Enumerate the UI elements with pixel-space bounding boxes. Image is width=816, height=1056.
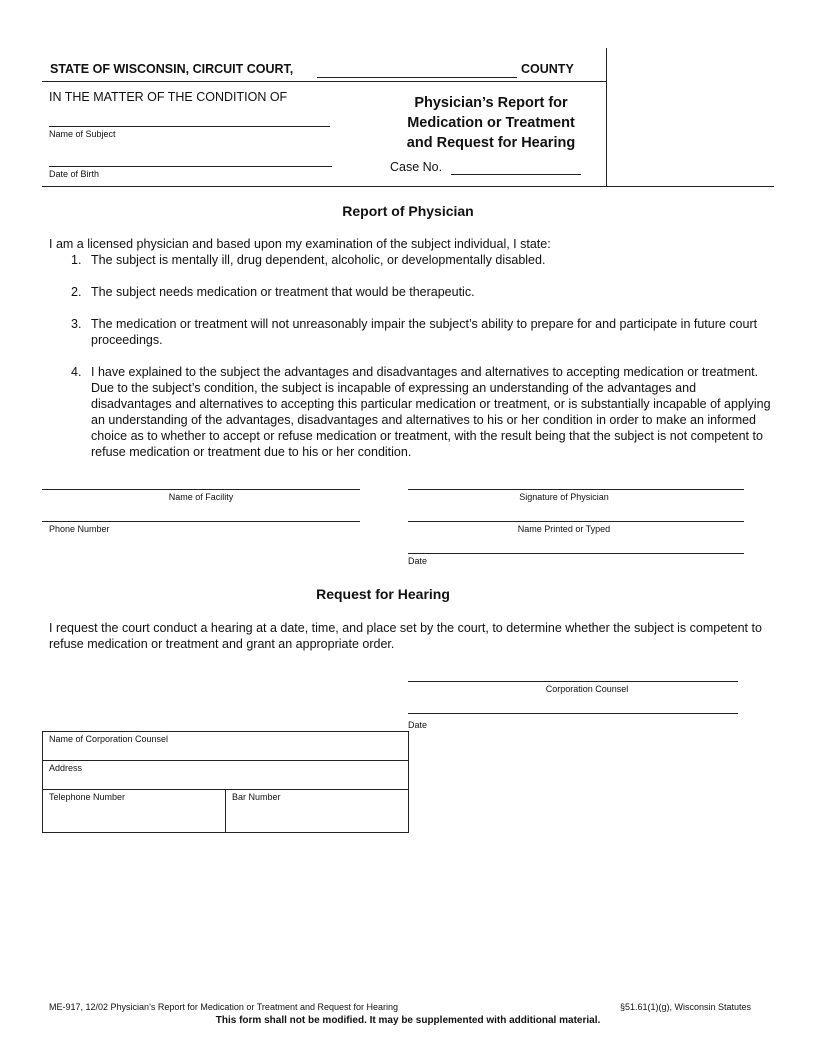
report-intro: I am a licensed physician and based upon my examination of the subject individual, I state: <box>49 237 551 251</box>
statement-text: The medication or treatment will not unreasonably impair the subject’s ability to prepare for and participate in future court proceedings. <box>91 317 758 347</box>
statement-text: The subject is mentally ill, drug dependent, alcoholic, or developmentally disabled. <box>91 253 546 267</box>
name-printed-field[interactable] <box>408 521 744 522</box>
statement-item <box>49 284 771 300</box>
statement-number: 2. <box>71 285 82 299</box>
statement-item <box>49 364 771 460</box>
form-id: ME-917, 12/02 Physician’s Report for Medication or Treatment and Request for Hearing <box>49 1002 399 1012</box>
hearing-date-label: Date <box>408 720 428 730</box>
header-bottom-rule <box>42 186 774 187</box>
counsel-box-row-divider-1 <box>42 760 408 761</box>
statement-item <box>49 316 771 348</box>
date-of-birth-field[interactable] <box>49 166 332 167</box>
report-heading: Report of Physician <box>342 203 474 219</box>
matter-label: IN THE MATTER OF THE CONDITION OF <box>49 90 288 104</box>
form-title-line3: and Request for Hearing <box>406 135 576 151</box>
counsel-telephone-label[interactable]: Telephone Number <box>49 792 126 802</box>
physician-date-field[interactable] <box>408 553 744 554</box>
physician-date-label: Date <box>408 556 428 566</box>
name-of-subject-label: Name of Subject <box>49 129 116 139</box>
report-statements <box>49 252 771 476</box>
form-title-line2: Medication or Treatment <box>407 115 575 131</box>
statement-number: 1. <box>71 253 82 267</box>
hearing-text: I request the court conduct a hearing at a date, time, and place set by the court, to determine whether the subject is competent to refuse medication or treatment and grant an appropriate order. <box>49 621 762 651</box>
name-of-subject-field[interactable] <box>49 126 330 127</box>
county-blank[interactable] <box>317 77 517 78</box>
name-printed-label: Name Printed or Typed <box>517 524 611 534</box>
phone-number-label: Phone Number <box>49 524 110 534</box>
hearing-heading: Request for Hearing <box>316 586 450 602</box>
phone-number-field[interactable] <box>42 521 360 522</box>
case-no-field[interactable] <box>451 174 581 175</box>
hearing-date-field[interactable] <box>408 713 738 714</box>
counsel-address-label[interactable]: Address <box>49 763 83 773</box>
signature-of-physician-label: Signature of Physician <box>519 492 609 502</box>
counsel-bar-number-label[interactable]: Bar Number <box>232 792 281 802</box>
header-right-divider <box>606 48 607 186</box>
statement-text: The subject needs medication or treatment that would be therapeutic. <box>91 285 475 299</box>
name-of-facility-label: Name of Facility <box>168 492 234 502</box>
case-no-label: Case No. <box>390 160 443 174</box>
statement-item <box>49 252 771 268</box>
statement-number: 4. <box>71 365 82 379</box>
county-label: COUNTY <box>521 62 574 76</box>
form-title <box>386 93 596 153</box>
form-title-line1: Physician’s Report for <box>414 95 568 111</box>
statute-reference: §51.61(1)(g), Wisconsin Statutes <box>620 1002 752 1012</box>
statement-text: I have explained to the subject the advantages and disadvantages and alternatives to accepting medication or treatment. Due to the subject’s condition, the subject is incapable of expressing an understanding of the advantages and disadvantages and alternatives to accepting this particular medication or treatment, or is substantially incapable of applying an understanding of the advantages, disadvantages and alternatives to his or her condition in order to make an informed choice as to whether to accept or refuse medication or treatment, with the result being that the subject is not competent to refuse medication or treatment due to his or her condition. <box>91 365 771 459</box>
modification-notice: This form shall not be modified. It may be supplemented with additional material. <box>215 1015 601 1026</box>
date-of-birth-label: Date of Birth <box>49 169 100 179</box>
counsel-name-label[interactable]: Name of Corporation Counsel <box>49 734 169 744</box>
statement-number: 3. <box>71 317 82 331</box>
corporation-counsel-label: Corporation Counsel <box>545 684 629 694</box>
signature-of-physician-field[interactable] <box>408 489 744 490</box>
header-top-rule <box>42 81 607 82</box>
corporation-counsel-field[interactable] <box>408 681 738 682</box>
counsel-box-col-divider <box>225 789 226 832</box>
name-of-facility-field[interactable] <box>42 489 360 490</box>
court-line-prefix: STATE OF WISCONSIN, CIRCUIT COURT, <box>50 62 294 76</box>
